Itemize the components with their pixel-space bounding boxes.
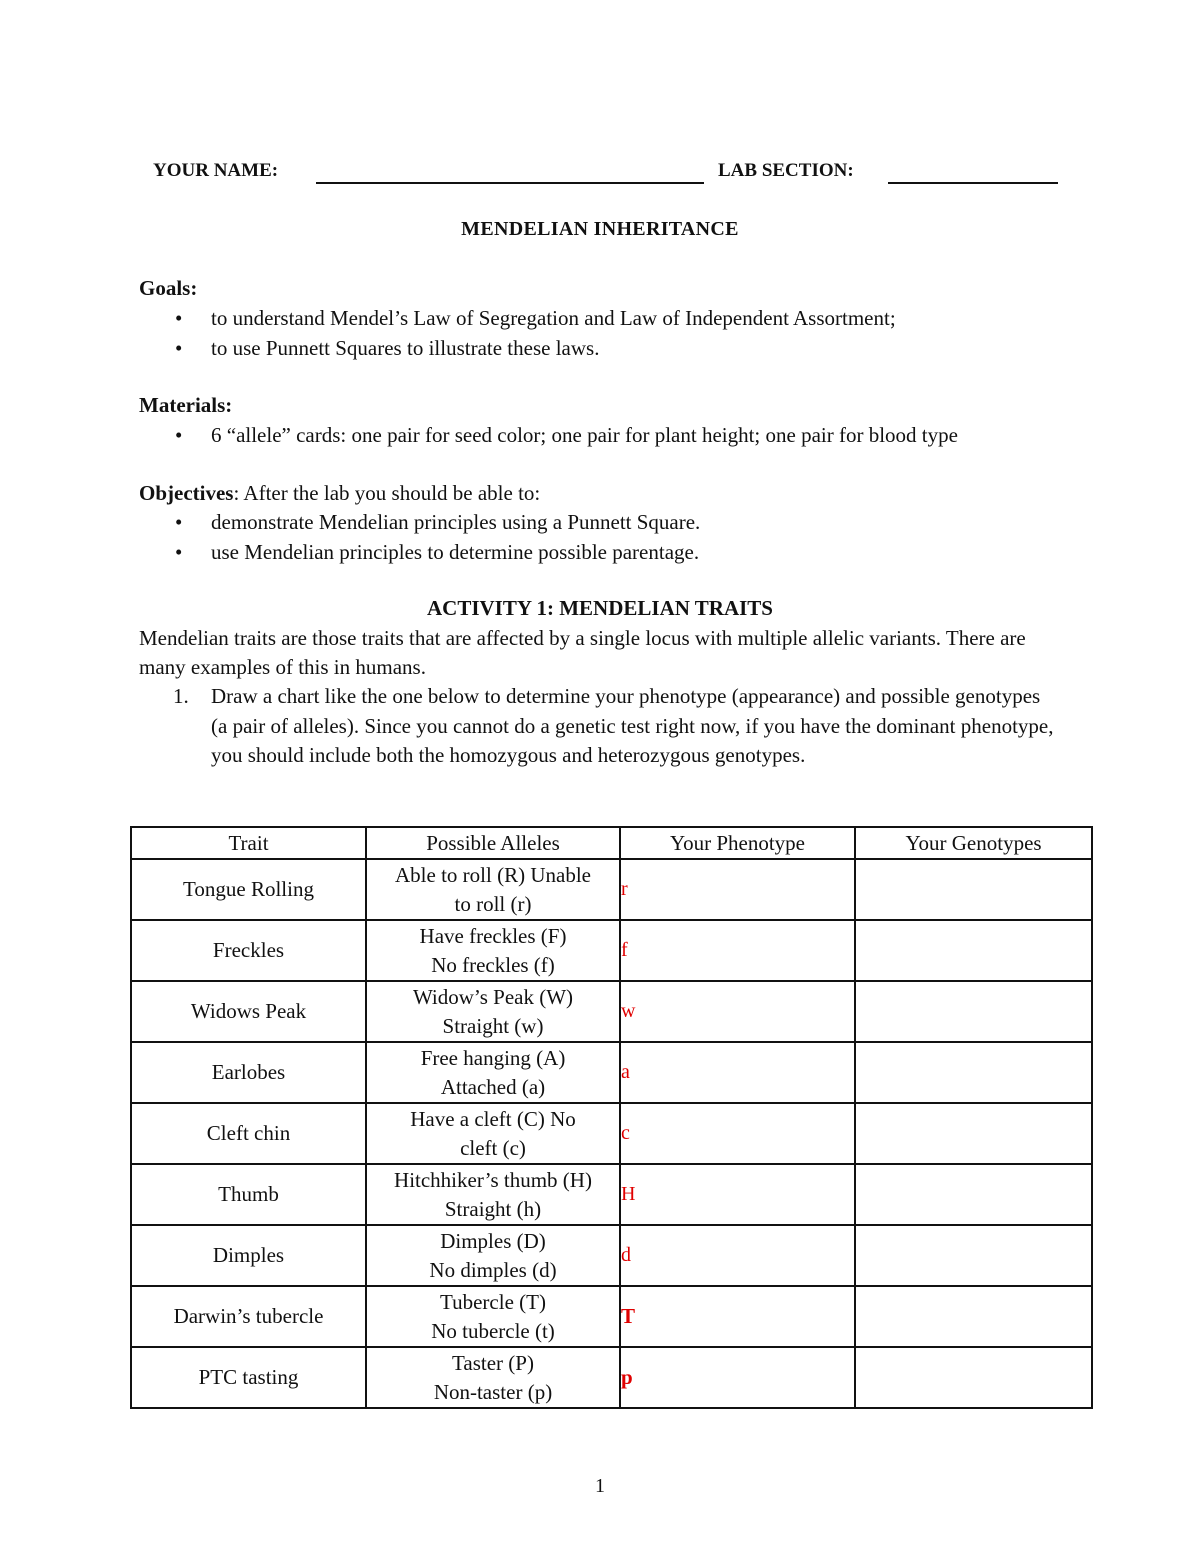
list-item: • to use Punnett Squares to illustrate these laws. [139,333,896,363]
table-row [131,1042,1092,1103]
genotypes-cell[interactable] [855,1225,1092,1286]
step-text: Draw a chart like the one below to determine your phenotype (appearance) and possible genotypes (a pair of alleles). Since you cannot do a genetic test right now, if you have the dominant phenotype, you should include both the homozygous and heterozygous genotypes. [211,684,1054,767]
allele-line: Attached (a) [440,1074,546,1099]
page-number: 1 [595,1475,605,1497]
allele-line: Taster (P) [452,1350,534,1375]
name-label: YOUR NAME: [153,160,279,181]
trait-cell: Cleft chin [131,1103,366,1164]
genotypes-cell[interactable] [855,1164,1092,1225]
trait-cell: Tongue Rolling [131,859,366,920]
phenotype-cell[interactable]: H [620,1164,855,1225]
genotypes-cell[interactable] [855,1286,1092,1347]
column-header-trait: Trait [131,827,366,859]
phenotype-cell[interactable]: f [620,920,855,981]
trait-cell: PTC tasting [131,1347,366,1408]
genotypes-cell[interactable] [855,1347,1092,1408]
list-item: • to understand Mendel’s Law of Segregation and Law of Independent Assortment; [139,303,896,333]
table-row [131,1286,1092,1347]
alleles-cell [366,1042,620,1103]
trait-cell: Freckles [131,920,366,981]
table-header-row [131,827,1092,859]
allele-line: Hitchhiker’s thumb (H) [394,1167,592,1192]
objectives-line [139,479,1059,508]
table-row [131,1347,1092,1408]
name-field-blank[interactable] [316,182,704,184]
table-row [131,1164,1092,1225]
allele-line: to roll (r) [454,891,532,916]
step-number: 1. [173,684,189,708]
allele-line: Non-taster (p) [433,1379,553,1404]
phenotype-cell[interactable]: r [620,859,855,920]
list-item: • demonstrate Mendelian principles using a Punnett Square. [139,507,700,537]
materials-list [139,420,958,450]
allele-line: No tubercle (t) [431,1318,555,1343]
allele-line: Have a cleft (C) No [410,1106,576,1131]
allele-line: Straight (h) [444,1196,542,1221]
trait-cell: Dimples [131,1225,366,1286]
allele-line: Tubercle (T) [440,1289,546,1314]
phenotype-cell[interactable]: a [620,1042,855,1103]
alleles-cell [366,981,620,1042]
page-title: MENDELIAN INHERITANCE [461,218,739,240]
allele-line: Widow’s Peak (W) [412,984,574,1009]
genotypes-cell[interactable] [855,859,1092,920]
alleles-cell [366,920,620,981]
allele-line: Dimples (D) [440,1228,546,1253]
allele-line: No freckles (f) [431,952,555,977]
list-item: • use Mendelian principles to determine possible parentage. [139,537,700,567]
table-row [131,920,1092,981]
table-row [131,1225,1092,1286]
trait-cell: Thumb [131,1164,366,1225]
allele-line: Free hanging (A) [420,1045,566,1070]
alleles-cell [366,1164,620,1225]
table-row [131,1103,1092,1164]
table-row [131,859,1092,920]
objectives-intro: : After the lab you should be able to: [233,481,541,505]
alleles-cell [366,1347,620,1408]
header-line [153,160,1063,190]
activity-title: ACTIVITY 1: MENDELIAN TRAITS [427,596,773,620]
goals-heading: Goals: [139,276,198,300]
column-header-genotypes: Your Genotypes [855,827,1092,859]
goals-list [139,303,896,363]
allele-line: cleft (c) [460,1135,526,1160]
traits-table [130,826,1093,1409]
alleles-cell [366,1103,620,1164]
lab-section-field-blank[interactable] [888,182,1058,184]
genotypes-cell[interactable] [855,981,1092,1042]
trait-cell: Darwin’s tubercle [131,1286,366,1347]
activity-intro: Mendelian traits are those traits that are affected by a single locus with multiple allelic variants. There are many examples of this in humans. [139,626,1026,679]
table-row [131,981,1092,1042]
allele-line: Straight (w) [442,1013,544,1038]
phenotype-cell[interactable]: w [620,981,855,1042]
phenotype-cell[interactable]: d [620,1225,855,1286]
genotypes-cell[interactable] [855,920,1092,981]
objectives-heading: Objectives [139,481,234,505]
alleles-cell [366,1225,620,1286]
phenotype-cell[interactable]: c [620,1103,855,1164]
column-header-phenotype: Your Phenotype [620,827,855,859]
genotypes-cell[interactable] [855,1042,1092,1103]
phenotype-cell[interactable]: T [620,1286,855,1347]
materials-heading: Materials: [139,393,233,417]
objectives-list [139,507,700,567]
alleles-cell [366,859,620,920]
allele-line: No dimples (d) [429,1257,557,1282]
alleles-cell [366,1286,620,1347]
trait-cell: Earlobes [131,1042,366,1103]
lab-section-label: LAB SECTION: [718,160,854,181]
column-header-alleles: Possible Alleles [366,827,620,859]
allele-line: Able to roll (R) Unable [395,862,591,887]
genotypes-cell[interactable] [855,1103,1092,1164]
phenotype-cell[interactable]: p [620,1347,855,1408]
allele-line: Have freckles (F) [419,923,567,948]
list-item: • 6 “allele” cards: one pair for seed color; one pair for plant height; one pair for blood type [139,420,958,450]
trait-cell: Widows Peak [131,981,366,1042]
